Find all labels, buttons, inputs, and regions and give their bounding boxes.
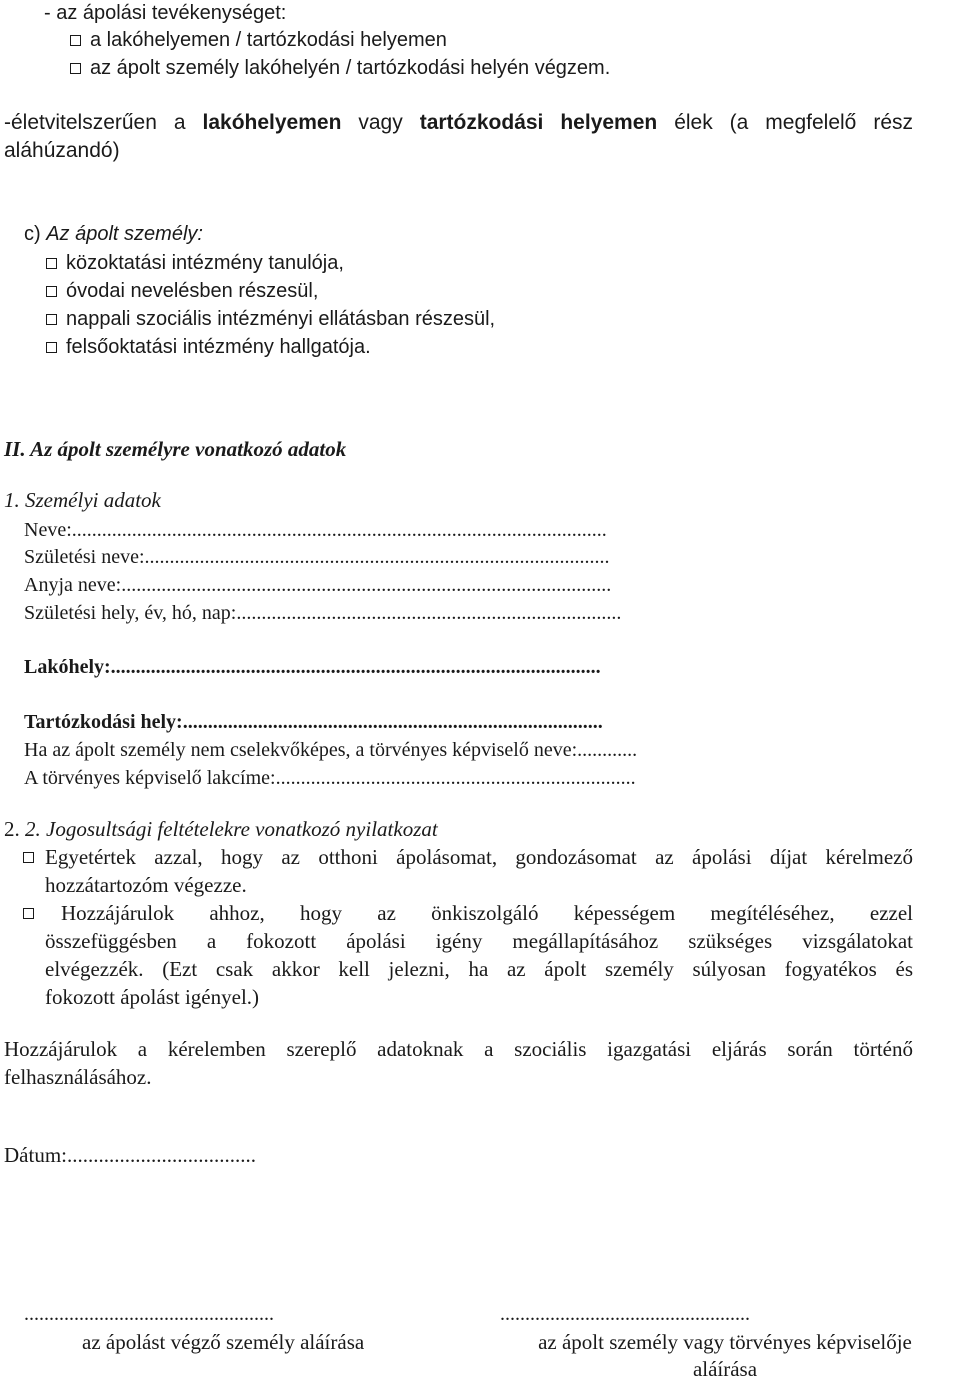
consent-line-1: Hozzájárulok a kérelemben szereplő adatoknak a szociális igazgatási eljárás során történő (4, 1037, 913, 1061)
section-c-option-3-label: nappali szociális intézményi ellátásban részesül, (66, 308, 496, 330)
declaration-2-line-4: fokozott ápolást igényel.) (45, 985, 260, 1009)
consent-line-2: felhasználásához. (4, 1065, 152, 1089)
field-mother-name[interactable]: Anyja neve:.................................................................................................. (24, 574, 612, 596)
field-guardian-address[interactable]: A törvényes képviselő lakcíme:........................................................................ (24, 767, 636, 789)
section-c-prefix: c) (24, 223, 47, 245)
field-birth-place[interactable]: Születési hely, év, hó, nap:............................................................................. (24, 602, 622, 624)
declarations-heading (4, 817, 438, 842)
section-c-option-1-label: közoktatási intézmény tanulója, (66, 252, 344, 274)
declaration-2-line-3: elvégezzék. (Ezt csak akkor kell jelezni, ha az ápolt személy súlyosan fogyatékos és (45, 957, 913, 981)
declarations-title: 2. Jogosultsági feltételekre vonatkozó nyilatkozat (25, 817, 438, 841)
section-c-title: Az ápolt személy: (46, 223, 203, 245)
field-residence[interactable]: Lakóhely:.................................................................................................. (24, 656, 601, 678)
declarations-number: 2. (4, 817, 25, 841)
checkbox-icon[interactable] (23, 908, 34, 919)
section-c-option-2-label: óvodai nevelésben részesül, (66, 280, 319, 302)
signature-left-line[interactable]: .................................................. (24, 1303, 274, 1325)
caring-option-1[interactable] (70, 29, 447, 52)
signature-right-label (490, 1330, 960, 1382)
section-c-option-3[interactable] (46, 308, 495, 331)
section-c-option-4[interactable] (46, 336, 371, 359)
section-c-heading (24, 223, 203, 246)
signature-right-label-line-2: aláírása (692, 1357, 758, 1381)
living-bold-1: lakóhelyemen (202, 111, 342, 134)
declaration-2-line-2: összefüggésben a fokozott ápolási igény megállapításához szükséges vizsgálatokat (45, 929, 913, 953)
living-part-3: élek (a megfelelő rész (657, 111, 913, 134)
checkbox-icon[interactable] (46, 286, 57, 297)
caring-option-2-label: az ápolt személy lakóhelyén / tartózkodási helyén végzem. (90, 57, 611, 79)
living-part-2: vagy (341, 111, 420, 134)
caring-option-1-label: a lakóhelyemen / tartózkodási helyemen (90, 29, 447, 51)
checkbox-icon[interactable] (46, 258, 57, 269)
caring-option-2[interactable] (70, 57, 610, 80)
checkbox-icon[interactable] (46, 314, 57, 325)
declaration-1-line-1: Egyetértek azzal, hogy az otthoni ápolásomat, gondozásomat az ápolási díjat kérelmező (45, 845, 913, 869)
field-name[interactable]: Neve:........................................................................................................... (24, 519, 607, 541)
section-c-option-4-label: felsőoktatási intézmény hallgatója. (66, 336, 371, 358)
caring-intro: - az ápolási tevékenységet: (44, 2, 287, 24)
personal-data-subheading: 1. Személyi adatok (4, 488, 161, 512)
signature-left-label: az ápolást végző személy aláírása (82, 1330, 365, 1354)
declaration-2-line-1: Hozzájárulok ahhoz, hogy az önkiszolgáló képességem megítéléséhez, ezzel (61, 901, 913, 925)
date-field[interactable]: Dátum:.................................... (4, 1143, 256, 1167)
checkbox-icon[interactable] (70, 35, 81, 46)
field-stay[interactable]: Tartózkodási hely:.................................................................................... (24, 711, 603, 733)
checkbox-icon[interactable] (46, 342, 57, 353)
section-c-option-1[interactable] (46, 252, 344, 275)
checkbox-icon[interactable] (70, 63, 81, 74)
field-birth-name[interactable]: Születési neve:............................................................................................. (24, 546, 610, 568)
living-statement-line-2: aláhúzandó) (4, 139, 120, 162)
declaration-1-line-2: hozzátartozóm végezze. (45, 873, 247, 897)
section-c-option-2[interactable] (46, 280, 318, 303)
field-guardian-name[interactable]: Ha az ápolt személy nem cselekvőképes, a törvényes képviselő neve:............ (24, 739, 638, 761)
signature-right-line[interactable]: .................................................. (500, 1303, 750, 1325)
living-bold-2: tartózkodási helyemen (419, 111, 658, 134)
living-statement (4, 111, 913, 135)
section-2-heading: II. Az ápolt személyre vonatkozó adatok (4, 437, 347, 461)
checkbox-icon[interactable] (23, 852, 34, 863)
living-part-1: -életvitelszerűen a (4, 111, 203, 134)
signature-right-label-line-1: az ápolt személy vagy törvényes képviselője (538, 1330, 912, 1354)
